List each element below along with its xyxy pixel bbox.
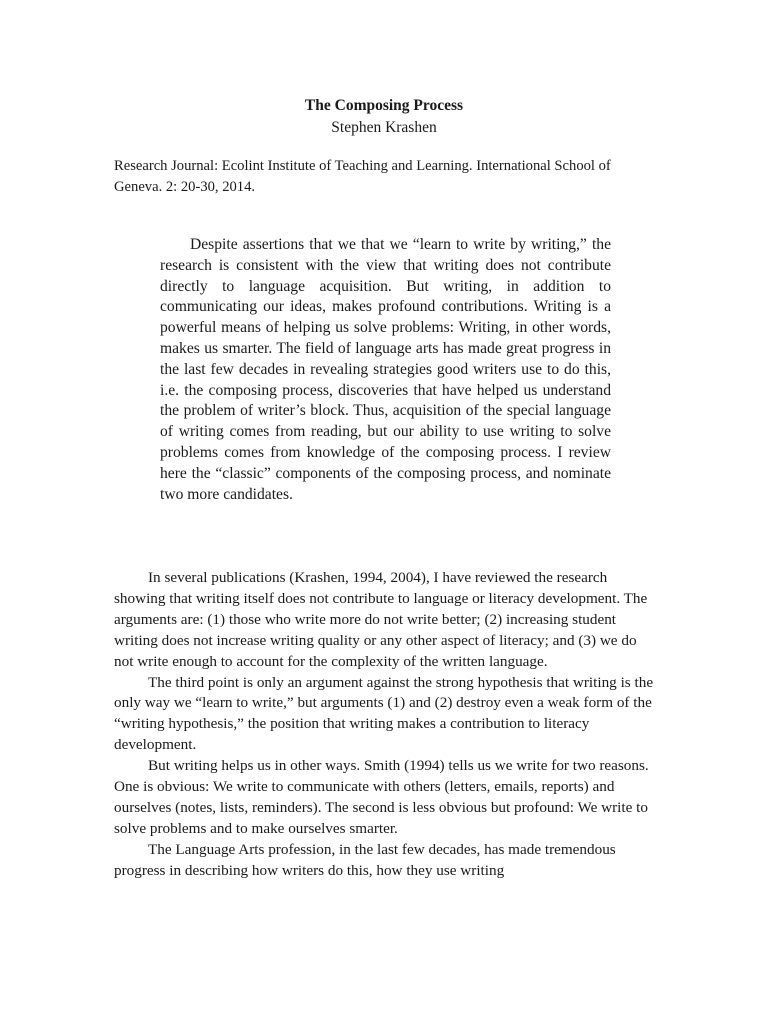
paper-title: The Composing Process [304,97,464,114]
paper-author: Stephen Krashen [331,119,437,136]
paragraph-3: But writing helps us in other ways. Smith (1994) tells us we write for two reasons. One is obvious: We write to communicate with others (letters, emails, reports) and ourselves (notes, lists, reminders). The second is less obvious but profound: We write to solve problems and to make ourselves smarter. [114,757,649,837]
abstract: Despite assertions that we that we “learn to write by writing,” the research is consistent with the view that writing does not contribute directly to language acquisition. But writing, in addition to communicating our ideas, makes profound contributions. Writing is a powerful means of helping us solve problems: Writing, in other words, makes us smarter. The field of language arts has made great progress in the last few decades in revealing strategies good writers use to do this, i.e. the composing process, discoveries that have helped us understand the problem of writer’s block. Thus, acquisition of the special language of writing comes from reading, but our ability to use writing to solve problems comes from knowledge of the composing process. I review here the “classic” components of the composing process, and nominate two more candidates. [160,236,611,503]
body-text [114,568,659,882]
paragraph-2: The third point is only an argument against the strong hypothesis that writing is the only way we “learn to write,” but arguments (1) and (2) destroy even a weak form of the “writing hypothesis,” the position that writing makes a contribution to literacy development. [114,673,654,754]
paragraph-1: In several publications (Krashen, 1994, 2004), I have reviewed the research showing that writing itself does not contribute to language or literacy development. The arguments are: (1) those who write more do not write better; (2) increasing student writing does not increase writing quality or any other aspect of literacy; and (3) we do not write enough to account for the complexity of the written language. [114,569,648,670]
citation: Research Journal: Ecolint Institute of Teaching and Learning. International School of Geneva. 2: 20-30, 2014. [114,158,611,195]
paragraph-4: The Language Arts profession, in the last few decades, has made tremendous progress in describing how writers do this, how they use writing [114,840,616,879]
